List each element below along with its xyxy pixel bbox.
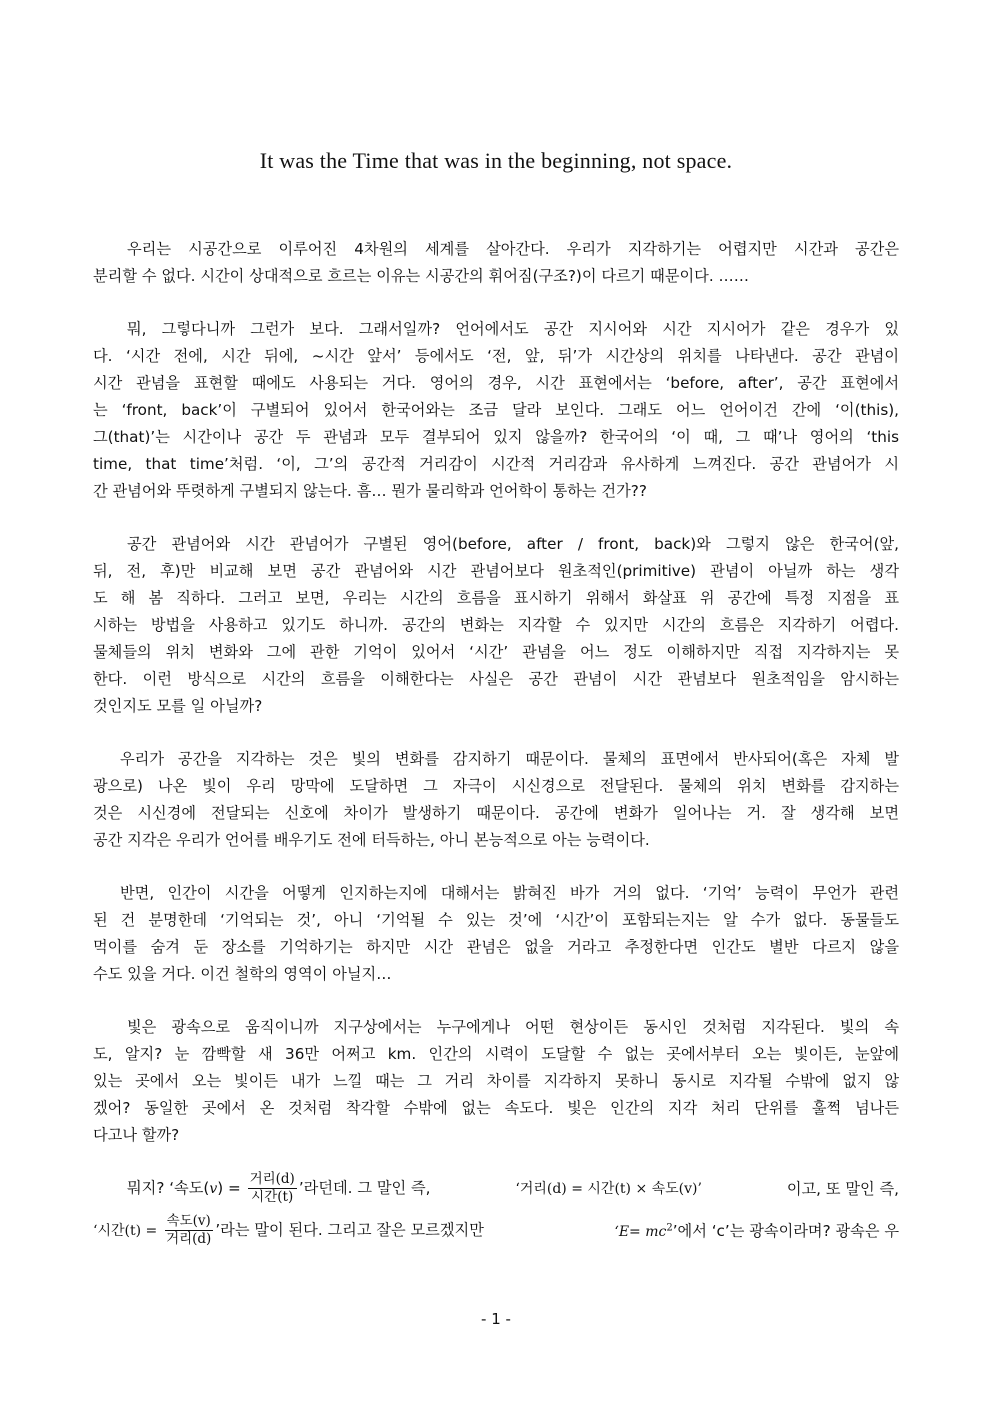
- eq-text: ’에서 ‘c’는 광속이라며? 광속은 우: [672, 1221, 899, 1240]
- equation-paragraph: [93, 1167, 899, 1251]
- text-line: 수도 있을 거다. 이건 철학의 영역이 아닐지…: [93, 965, 392, 983]
- text-line: 우리가 공간을 지각하는 것은 빛의 변화를 감지하기 때문이다. 물체의 표면에서 반사되어(혹은 자체 발: [120, 750, 899, 768]
- text-line: 공간 지각은 우리가 언어를 배우기도 전에 터득하는, 아니 본능적으로 아는 능력이다.: [93, 831, 650, 849]
- equation-line-2-lead: [93, 1213, 484, 1248]
- text-line: time, that time’처럼. ‘이, 그’의 공간적 거리감이 시간적 거리감과 유사하게 느껴진다. 공간 관념어가 시: [93, 455, 899, 473]
- paragraph-1: [93, 236, 899, 290]
- text-line: 시간 관념을 표현할 때에도 사용되는 거다. 영어의 경우, 시간 표현에서는 ‘before, after’, 공간 표현에서: [93, 374, 899, 392]
- text-line: 그(that)’는 시간이나 공간 두 관념과 모두 결부되어 있지 않을까? 한국어의 ‘이 때, 그 때’나 영어의 ‘this: [93, 428, 899, 446]
- fraction-denominator: 시간(t): [251, 1188, 294, 1205]
- text-line: 우리는 시공간으로 이루어진 4차원의 세계를 살아간다. 우리가 지각하기는 어렵지만 시간과 공간은: [127, 240, 899, 258]
- text-line: 간 관념어와 뚜렷하게 구별되지 않는다. 흠… 뭔가 물리학과 언어학이 통하는 건가??: [93, 482, 647, 500]
- eq-text: ) =: [217, 1178, 241, 1197]
- paragraph-2: [93, 316, 899, 505]
- eq-text: ’라던데. 그 말인 즉,: [298, 1178, 431, 1197]
- text-line: 다고나 할까?: [93, 1126, 180, 1144]
- fraction-numerator: 속도(v): [166, 1212, 211, 1229]
- text-line: 있는 곳에서 오는 빛이든 내가 느낄 때는 그 거리 차이를 지각하지 못하니 동시로 지각될 수밖에 없지 않: [93, 1072, 899, 1090]
- text-line: 도 해 봄 직하다. 그러고 보면, 우리는 시간의 흐름을 표시하기 위해서 화살표 위 공간에 특정 지점을 표: [93, 589, 899, 607]
- eq-text: 뭐지? ‘속도(: [127, 1178, 210, 1197]
- text-line: 것인지도 모를 일 아닐까?: [93, 697, 263, 715]
- page-number: - 1 -: [481, 1310, 511, 1328]
- equation-line-1-lead: [127, 1171, 431, 1206]
- fraction-denominator: 거리(d): [166, 1230, 212, 1247]
- text-line: 분리할 수 없다. 시간이 상대적으로 흐르는 이유는 시공간의 휘어짐(구조?)이 다르기 때문이다. ……: [93, 267, 749, 285]
- eq-text: ’라는 말이 된다. 그리고 잘은 모르겠지만: [215, 1220, 484, 1239]
- fraction-distance-over-time: [248, 1171, 297, 1206]
- text-line: 다. ‘시간 전에, 시간 뒤에, ~시간 앞서’ 등에서도 ‘전, 앞, 뒤’가 시간상의 위치를 나타낸다. 공간 관념이: [93, 347, 899, 365]
- text-line: 공간 관념어와 시간 관념어가 구별된 영어(before, after / front, back)와 그렇지 않은 한국어(앞,: [127, 535, 899, 553]
- text-line: 뭐, 그렇다니까 그런가 보다. 그래서일까? 언어에서도 공간 지시어와 시간 지시어가 같은 경우가 있: [127, 320, 899, 338]
- paragraph-5: [93, 880, 899, 988]
- equation-line-1: [93, 1167, 899, 1209]
- text-line: 것은 시신경에 전달되는 신호에 차이가 발생하기 때문이다. 공간에 변화가 일어나는 거. 잘 생각해 보면: [93, 804, 899, 822]
- text-line: 겠어? 동일한 곳에서 온 것처럼 착각할 수밖에 없는 속도다. 빛은 인간의 지각 처리 단위를 훌쩍 넘나든: [93, 1099, 899, 1117]
- text-line: 빛은 광속으로 움직이니까 지구상에서는 누구에게나 어떤 현상이든 동시인 것처럼 지각된다. 빛의 속: [127, 1018, 899, 1036]
- equation-line-2: [93, 1209, 899, 1251]
- eq-text: 이고, 또 말인 즉,: [786, 1179, 899, 1198]
- exponent: 2: [666, 1221, 673, 1233]
- text-line: 광으로) 나온 빛이 우리 망막에 도달하면 그 자극이 시신경으로 전달된다. 물체의 위치 변화를 감지하는: [93, 777, 899, 795]
- paragraph-3: [93, 531, 899, 720]
- equation-distance: ‘거리(d) = 시간(t) × 속도(v)’: [515, 1181, 702, 1197]
- equation-emc: ‘E= mc: [614, 1223, 667, 1240]
- text-line: 시하는 방법을 사용하고 있기도 하니까. 공간의 변화는 지각할 수 있지만 시간의 흐름은 지각하기 어렵다.: [93, 616, 899, 634]
- text-line: 먹이를 숨겨 둔 장소를 기억하기는 하지만 시간 관념은 없을 거라고 추정한다면 인간도 별반 다르지 않을: [93, 938, 899, 956]
- text-line: 물체들의 위치 변화와 그에 관한 기억이 있어서 ‘시간’ 관념을 어느 정도 이해하지만 직접 지각하지는 못: [93, 643, 899, 661]
- text-line: 반면, 인간이 시간을 어떻게 인지하는지에 대해서는 밝혀진 바가 거의 없다. ‘기억’ 능력이 무언가 관련: [120, 884, 899, 902]
- text-line: 한다. 이런 방식으로 시간의 흐름을 이해한다는 사실은 공간 관념이 시간 관념보다 원초적임을 암시하는: [93, 670, 899, 688]
- fraction-numerator: 거리(d): [249, 1170, 295, 1187]
- text-line: 는 ‘front, back’이 구별되어 있어서 한국어와는 조금 달라 보인다. 그래도 어느 언어이건 간에 ‘이(this),: [93, 401, 899, 419]
- text-line: 뒤, 전, 후)만 비교해 보면 공간 관념어와 시간 관념어보다 원초적인(primitive) 관념이 아닐까 하는 생각: [93, 562, 899, 580]
- equation-line-2-tail: [614, 1220, 899, 1241]
- eq-text: ‘시간(t) =: [93, 1222, 158, 1239]
- document-title: It was the Time that was in the beginning, not space.: [259, 148, 733, 173]
- paragraph-6: [93, 1014, 899, 1149]
- paragraph-4: [93, 746, 899, 854]
- text-line: 된 건 분명한데 ‘기억되는 것’, 아니 ‘기억될 수 있는 것’에 ‘시간’이 포함되는지는 알 수가 없다. 동물들도: [93, 911, 899, 929]
- eq-var: v: [209, 1180, 218, 1197]
- text-line: 도, 알지? 눈 깜빡할 새 36만 어쩌고 km. 인간의 시력이 도달할 수 없는 곳에서부터 오는 빛이든, 눈앞에: [93, 1045, 899, 1063]
- fraction-speed-over-distance: [164, 1213, 213, 1248]
- document-body: [93, 236, 899, 1277]
